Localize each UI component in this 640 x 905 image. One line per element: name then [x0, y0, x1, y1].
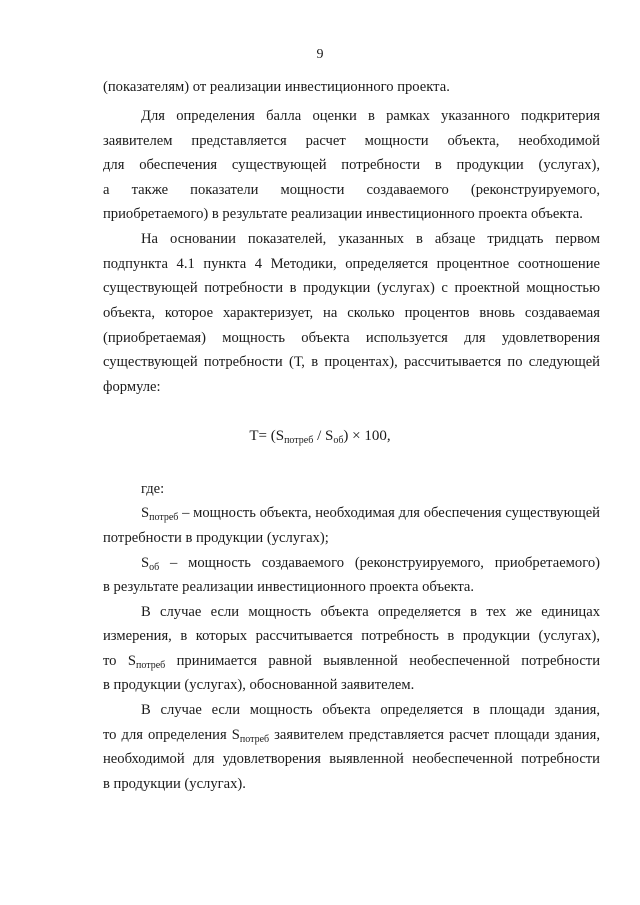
text-line: (приобретаемая) мощность объекта используется для удовлетворения — [103, 330, 600, 346]
text-line: объекта, которое характеризует, на сколько процентов вновь создаваемая — [103, 305, 600, 321]
where-label: где: — [141, 481, 165, 497]
text-line: а также показатели мощности создаваемого (реконструируемого, — [103, 182, 600, 198]
paragraph-start: В случае если мощность объекта определяется в тех же единицах — [141, 604, 600, 620]
text-line: (показателям) от реализации инвестиционного проекта. — [103, 79, 450, 95]
text-line: формуле: — [103, 379, 161, 395]
paragraph-start: В случае если мощность объекта определяется в площади здания, — [141, 702, 600, 718]
text-line: подпункта 4.1 пункта 4 Методики, определяется процентное соотношение — [103, 256, 600, 272]
text-line: необходимой для удовлетворения выявленной необеспеченной потребности — [103, 751, 600, 767]
page-number: 9 — [316, 47, 324, 62]
definition-s-potreb: $S_{потреб}$ – мощность объекта, необходимая для обеспечения существующей — [141, 505, 600, 523]
definition-s-ob: $S_{об}$ – мощность создаваемого (реконструируемого, приобретаемого) — [141, 555, 600, 573]
text-line: потребности в продукции (услугах); — [103, 530, 329, 546]
text-line: измерения, в которых рассчитывается потребность в продукции (услугах), — [103, 628, 600, 644]
text-line: то $S_{потреб}$ принимается равной выявленной необеспеченной потребности — [103, 653, 600, 671]
paragraph-start: Для определения балла оценки в рамках указанного подкритерия — [141, 108, 600, 124]
text-line: приобретаемого) в результате реализации инвестиционного проекта объекта. — [103, 206, 583, 222]
text-line: существующей потребности в продукции (услугах) с проектной мощностью — [103, 280, 600, 296]
text-line: в продукции (услугах). — [103, 776, 246, 792]
text-line: в результате реализации инвестиционного проекта объекта. — [103, 579, 475, 595]
text-line: существующей потребности (Т, в процентах), рассчитывается по следующей — [103, 354, 600, 370]
text-line: в продукции (услугах), обоснованной заявителем. — [103, 677, 415, 693]
formula: $Т= (S_{потреб} / S_{об}) \times 100$, — [249, 428, 391, 446]
text-line: то для определения $S_{потреб}$ заявителем представляется расчет площади здания, — [103, 727, 600, 745]
text-line: для обеспечения существующей потребности в продукции (услугах), — [103, 157, 600, 173]
text-line: заявителем представляется расчет мощности объекта, необходимой — [103, 133, 600, 149]
paragraph-start: На основании показателей, указанных в абзаце тридцать первом — [141, 231, 600, 247]
